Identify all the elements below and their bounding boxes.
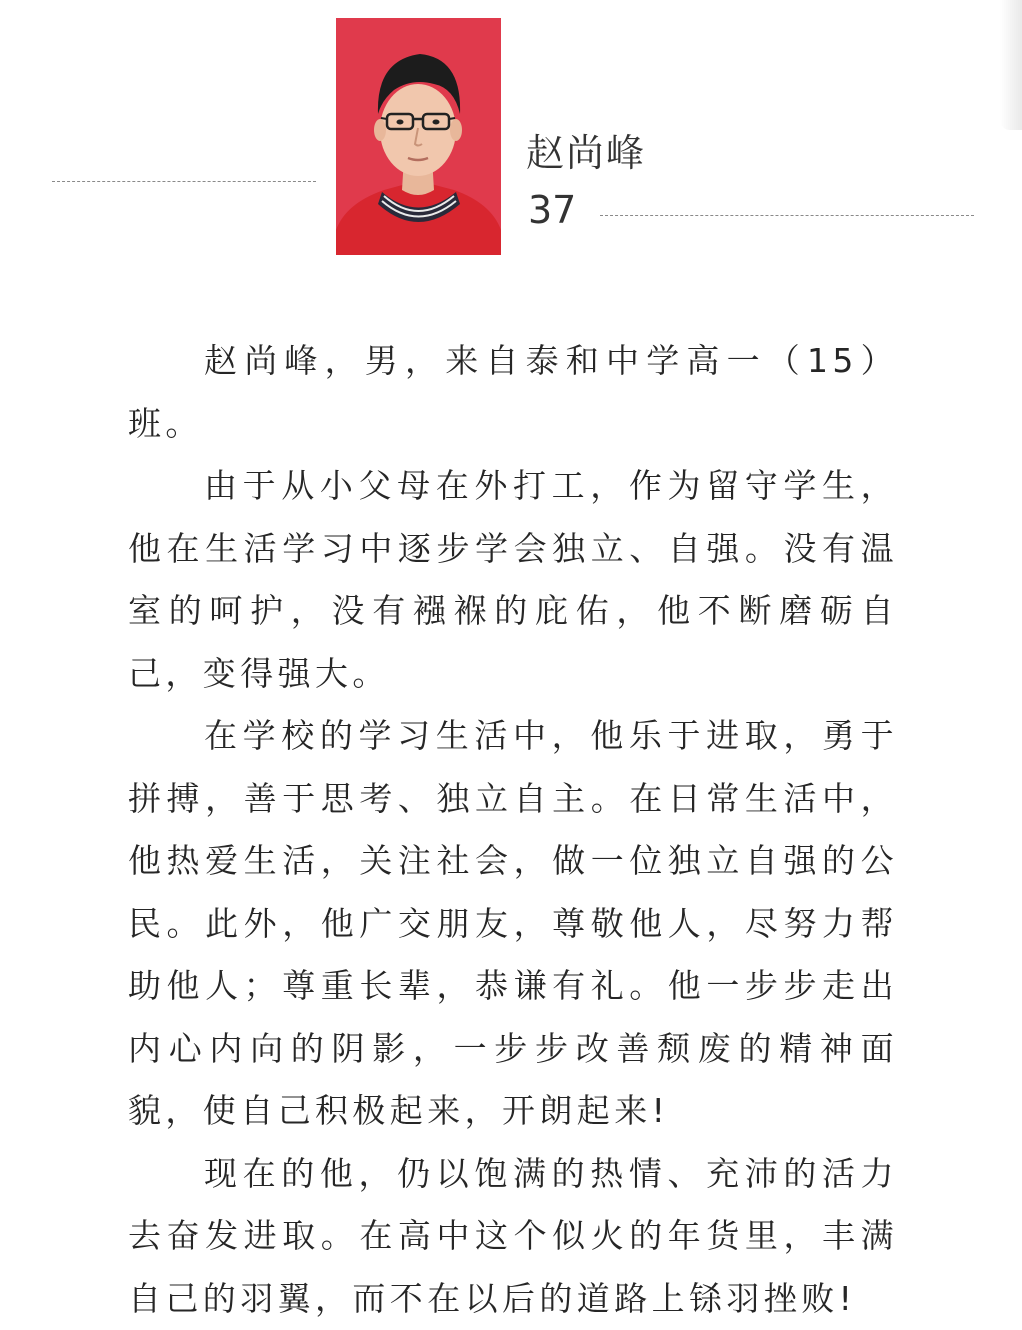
person-name: 赵尚峰: [526, 122, 646, 177]
biography-text: [128, 330, 898, 1330]
scroll-edge: [1000, 0, 1022, 130]
dashed-divider-right: [600, 215, 974, 216]
person-number: 37: [528, 188, 576, 232]
profile-photo: [336, 18, 501, 255]
bio-paragraph-background: 由于从小父母在外打工，作为留守学生，他在生活学习中逐步学会独立、自强。没有温室的呵护，没有襁褓的庇佑，他不断磨砺自己，变得强大。: [128, 455, 898, 705]
bio-paragraph-school-life: 在学校的学习生活中，他乐于进取，勇于拼搏，善于思考、独立自主。在日常生活中，他热爱生活，关注社会，做一位独立自强的公民。此外，他广交朋友，尊敬他人，尽努力帮助他人；尊重长辈，恭谦有礼。他一步步走出内心内向的阴影，一步步改善颓废的精神面貌，使自己积极起来，开朗起来!: [128, 705, 898, 1143]
portrait-illustration: [336, 18, 501, 255]
bio-paragraph-present: 现在的他，仍以饱满的热情、充沛的活力去奋发进取。在高中这个似火的年货里，丰满自己的羽翼，而不在以后的道路上铩羽挫败!: [128, 1143, 898, 1330]
bio-paragraph-intro: 赵尚峰，男，来自泰和中学高一（15）班。: [128, 330, 898, 455]
dashed-divider-left: [52, 181, 316, 182]
